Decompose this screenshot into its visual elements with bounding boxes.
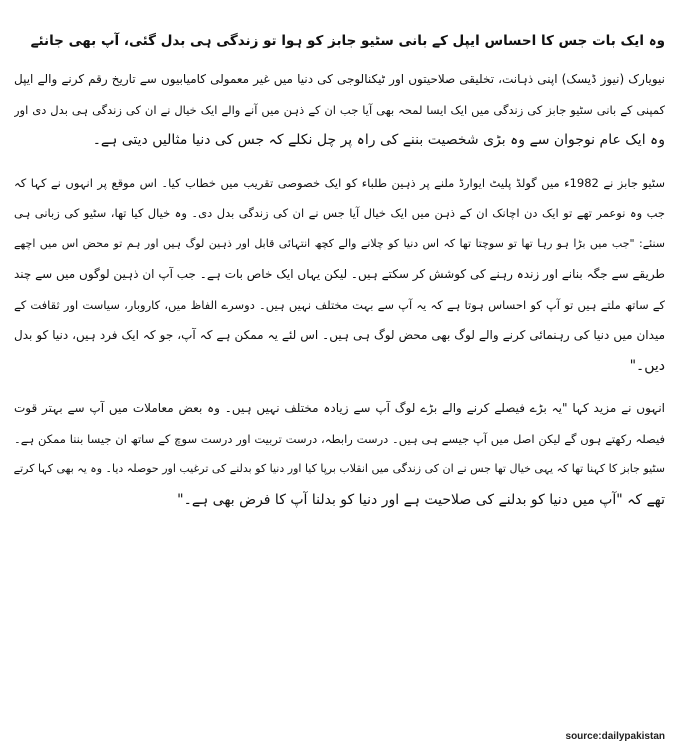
paragraph-3 (14, 393, 665, 515)
paragraph-line: انہوں نے مزید کہا "یہ بڑے فیصلے کرنے والے بڑے لوگ آپ سے زیادہ مختلف نہیں ہیں۔ وہ بعض معاملات میں آپ سے بہتر قوت (14, 401, 665, 415)
paragraph-line: سٹیو جابز نے 1982ء میں گولڈ پلیٹ ایوارڈ ملنے پر ذہین طلباء کو ایک خصوصی تقریب میں خطاب کیا۔ اس موقع پر انہوں نے کہا کہ (14, 175, 665, 190)
article-headline: وہ ایک بات جس کا احساس ایپل کے بانی سٹیو جابز کو ہوا تو زندگی ہی بدل گئی، آپ بھی جانئے (30, 33, 665, 49)
paragraph-line: فیصلہ رکھتے ہوں گے لیکن اصل میں آپ جیسے ہی ہیں۔ درست رابطہ، درست تربیت اور درست سوچ کے ساتھ ان جیسا بننا ممکن ہے۔ (14, 431, 665, 446)
paragraph-line: کے ساتھ ملتے ہیں تو آپ کو احساس ہوتا ہے کہ یہ آپ سے بہت مختلف نہیں ہیں۔ دوسرے الفاظ میں، کاروبار، سیاست اور ثقافت کے (14, 297, 665, 312)
paragraph-line: سٹیو جابز کا کہنا تھا کہ یہی خیال تھا جس نے ان کی زندگی میں انقلاب برپا کیا اور دنیا کو بدلنے کی ترغیب اور حوصلہ دیا۔ وہ یہ بھی کہا کرتے (14, 462, 665, 475)
paragraph-line: دیں۔" (629, 357, 665, 374)
paragraph-line: تھے کہ "آپ میں دنیا کو بدلنے کی صلاحیت ہے اور دنیا کو بدلنا آپ کا فرض بھی ہے۔" (177, 491, 665, 508)
paragraph-line: جب وہ نوعمر تھے تو ایک دن اچانک ان کے ذہن میں ایک خیال آیا جس نے ان کی زندگی بدل دی۔ وہ خیال کیا تھا، سٹیو کی زبانی ہی (14, 206, 665, 220)
paragraph-line: نیویارک (نیوز ڈیسک) اپنی ذہانت، تخلیقی صلاحیتوں اور ٹیکنالوجی کی دنیا میں غیر معمولی کامیابیوں سے تاریخ رقم کرنے والے ایپل (14, 72, 665, 86)
paragraph-1 (14, 64, 665, 156)
paragraph-line: کمپنی کے بانی سٹیو جابز کی زندگی میں ایک ایسا لمحہ بھی آیا جب ان کے ذہن میں آنے والے ایک خیال نے ان کی زندگی ہی بدل دی اور (14, 102, 665, 117)
paragraph-line: طریقے سے جگہ بنانے اور زندہ رہنے کی کوشش کر سکتے ہیں۔ لیکن یہاں ایک خاص بات ہے۔ جب آپ ان ذہین لوگوں میں سے چند (14, 267, 665, 281)
paragraph-2 (14, 168, 665, 382)
paragraph-line: وہ ایک عام نوجوان سے وہ بڑی شخصیت بننے کی راہ پر چل نکلے کہ جس کی دنیا مثالیں دیتی ہے۔ (92, 132, 665, 148)
paragraph-line: سنئے: "جب میں بڑا ہو رہا تھا تو سوچتا تھا کہ اس دنیا کو چلانے والے کچھ انتہائی قابل اور ذہین لوگ ہیں اور ہم تو محض اس میں اچھے (14, 236, 665, 250)
source-credit: source:dailypakistan (565, 731, 665, 742)
paragraph-line: میدان میں دنیا کی رہنمائی کرنے والے لوگ بھی محض لوگ ہی ہیں۔ اس لئے یہ ممکن ہے کہ آپ، جو کہ ایک فرد ہیں، دنیا کو بدل (14, 328, 665, 342)
